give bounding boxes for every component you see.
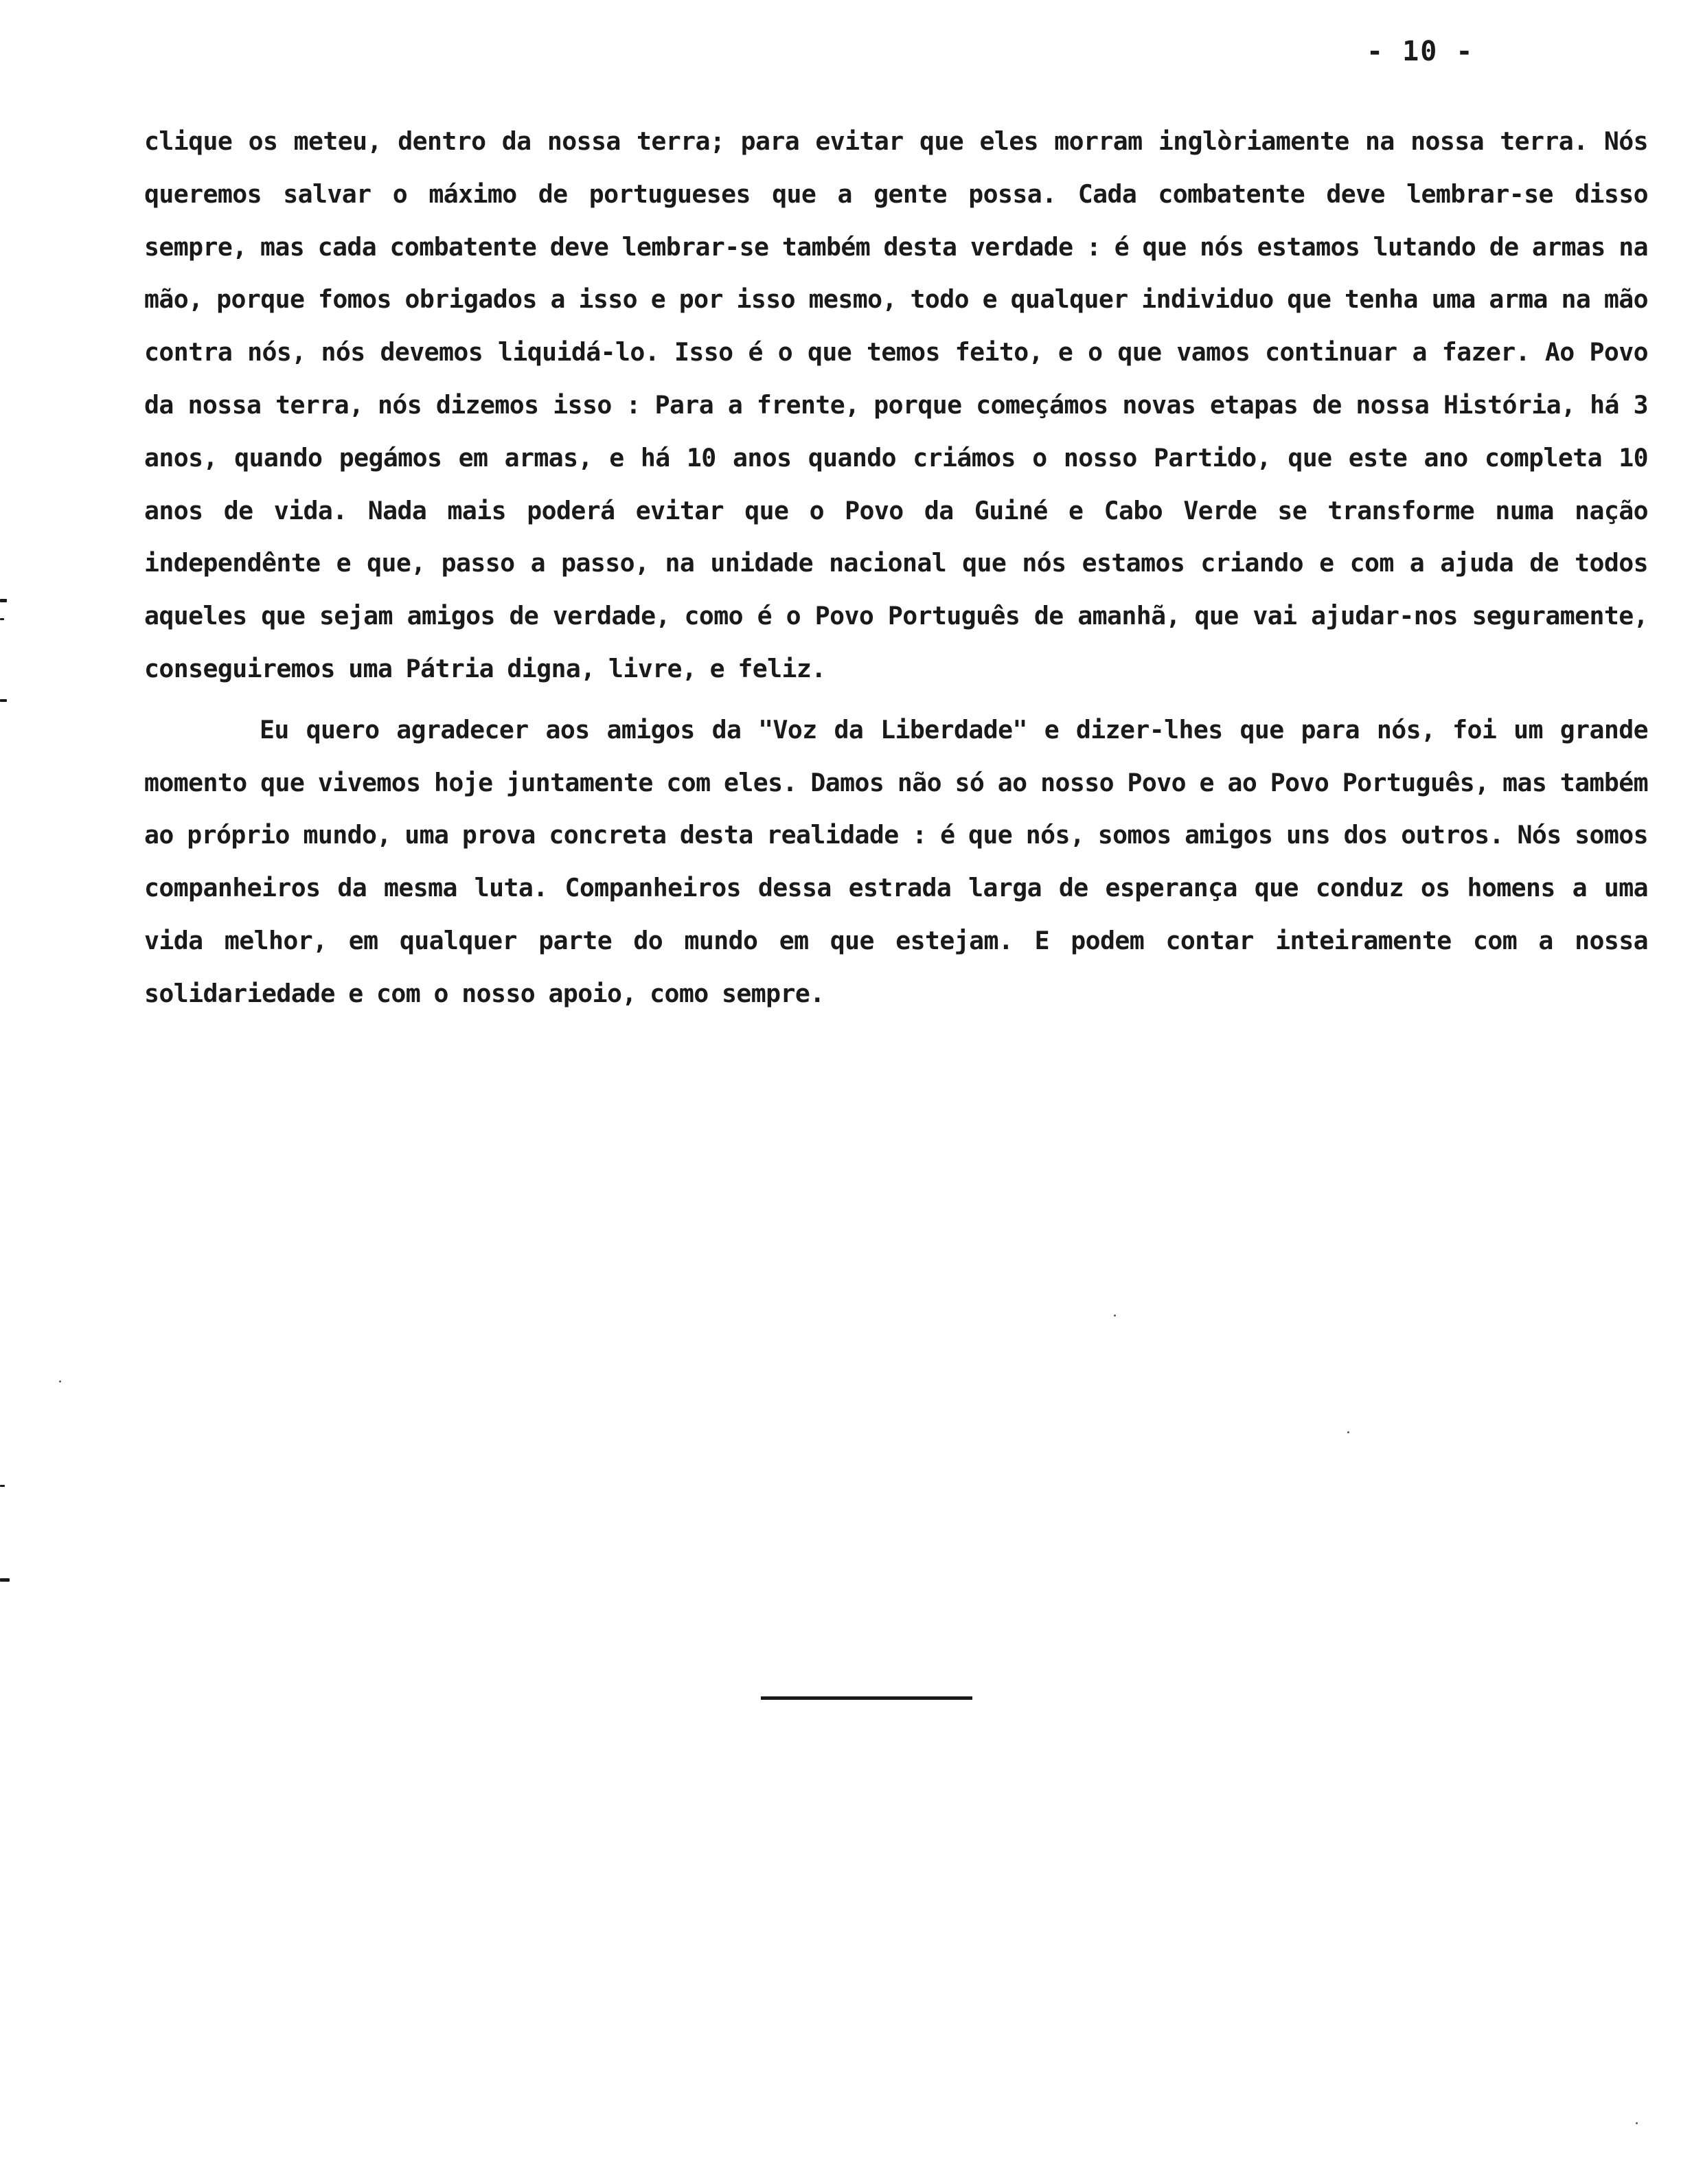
scan-speck	[1114, 1315, 1116, 1317]
margin-scan-mark	[0, 1578, 10, 1582]
margin-scan-mark	[0, 618, 4, 620]
paragraph-2: Eu quero agradecer aos amigos da "Voz da Liberdade" e dizer-lhes que para nós, foi um grande momento que vivemos hoje juntamente com eles. Damos não só ao nosso Povo e ao Povo Português, mas também ao próprio mundo, uma prova concreta desta realidade : é que nós, somos amigos uns dos outros. Nós somos companheiros da mesma luta. Companheiros dessa estrada larga de esperança que conduz os homens a uma vida melhor, em qualquer parte do mundo em que estejam. E podem contar inteiramente com a nossa solidariedade e com o nosso apoio, como sempre.	[144, 714, 1648, 1008]
scan-speck	[1636, 2122, 1638, 2124]
scan-speck	[59, 1380, 61, 1383]
margin-scan-mark	[0, 599, 7, 602]
margin-scan-mark	[0, 699, 7, 702]
margin-scan-mark	[0, 1485, 5, 1487]
page-number: - 10 -	[1367, 36, 1474, 67]
document-body	[144, 115, 1648, 1021]
end-of-text-rule	[761, 1696, 972, 1700]
scan-speck	[1347, 1431, 1349, 1433]
paragraph-1: clique os meteu, dentro da nossa terra; para evitar que eles morram inglòriamente na nossa terra. Nós queremos salvar o máximo de portugueses que a gente possa. Cada combatente deve lembrar-se disso sempre, mas cada combatente deve lembrar-se também desta verdade : é que nós estamos lutando de armas na mão, porque fomos obrigados a isso e por isso mesmo, todo e qualquer individuo que tenha uma arma na mão contra nós, nós devemos liquidá-lo. Isso é o que temos feito, e o que vamos continuar a fazer. Ao Povo da nossa terra, nós dizemos isso : Para a frente, porque começámos novas etapas de nossa História, há 3 anos, quando pegámos em armas, e há 10 anos quando criámos o nosso Partido, que este ano completa 10 anos de vida. Nada mais poderá evitar que o Povo da Guiné e Cabo Verde se transforme numa nação independênte e que, passo a passo, na unidade nacional que nós estamos criando e com a ajuda de todos aqueles que sejam amigos de verdade, como é o Povo Português de amanhã, que vai ajudar-nos seguramente, conseguiremos uma Pátria digna, livre, e feliz.	[144, 126, 1648, 683]
